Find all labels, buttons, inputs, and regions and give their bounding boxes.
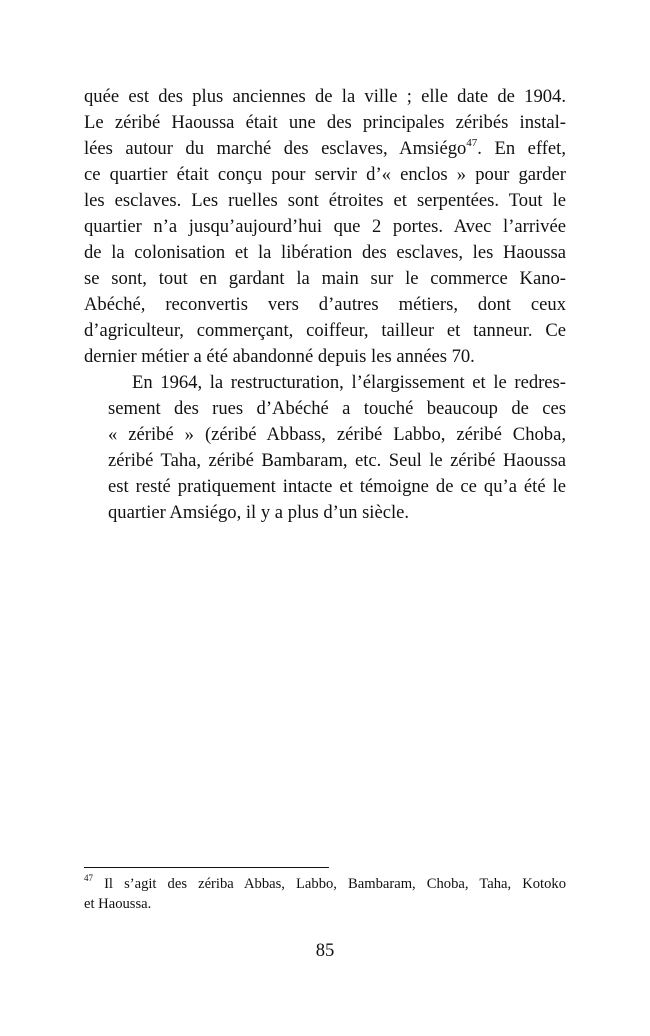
text-line: quée est des plus anciennes de la ville ; elle date de 1904. [84,86,566,107]
footnote-line [84,874,566,894]
footnote [84,874,566,914]
text-line: de la colonisation et la libération des esclaves, les Haoussa [84,242,566,263]
text-line: zéribé Taha, zéribé Bambaram, etc. Seul le zéribé Haoussa [108,450,566,471]
footnote-separator [84,867,329,868]
text-line: se sont, tout en gardant la main sur le commerce Kano- [84,268,566,289]
footnote-text: Il s’agit des zériba Abbas, Labbo, Bambaram, Choba, Taha, Kotoko [93,876,566,892]
text-line: Abéché, reconvertis vers d’autres métiers, dont ceux [84,294,566,315]
footnote-line: et Haoussa. [84,896,152,912]
text-line [84,136,566,162]
text-line: sement des rues d’Abéché a touché beaucoup de ces [108,398,566,419]
text-line: d’agriculteur, commerçant, coiffeur, tailleur et tanneur. Ce [84,320,566,341]
text-fragment: . En effet, [477,138,566,159]
text-line: « zéribé » (zéribé Abbass, zéribé Labbo, zéribé Choba, [108,424,566,445]
text-fragment: lées autour du marché des esclaves, Amsiégo [84,138,467,159]
text-line: dernier métier a été abandonné depuis les années 70. [84,346,475,367]
paragraph-2 [84,370,566,526]
text-line: les esclaves. Les ruelles sont étroites et serpentées. Tout le [84,190,566,211]
main-text [84,84,566,526]
text-line: quartier Amsiégo, il y a plus d’un siècle. [108,502,410,523]
footnote-number: 47 [84,873,93,884]
footnote-reference[interactable]: 47 [466,136,478,149]
text-line: ce quartier était conçu pour servir d’« enclos » pour garder [84,164,566,185]
paragraph-1 [84,84,566,370]
page-number: 85 [315,940,335,961]
text-line: est resté pratiquement intacte et témoigne de ce qu’a été le [108,476,566,497]
text-line: Le zéribé Haoussa était une des principales zéribés instal- [84,112,566,133]
text-line: quartier n’a jusqu’aujourd’hui que 2 portes. Avec l’arrivée [84,216,566,237]
text-line: En 1964, la restructuration, l’élargissement et le redres- [132,372,566,393]
